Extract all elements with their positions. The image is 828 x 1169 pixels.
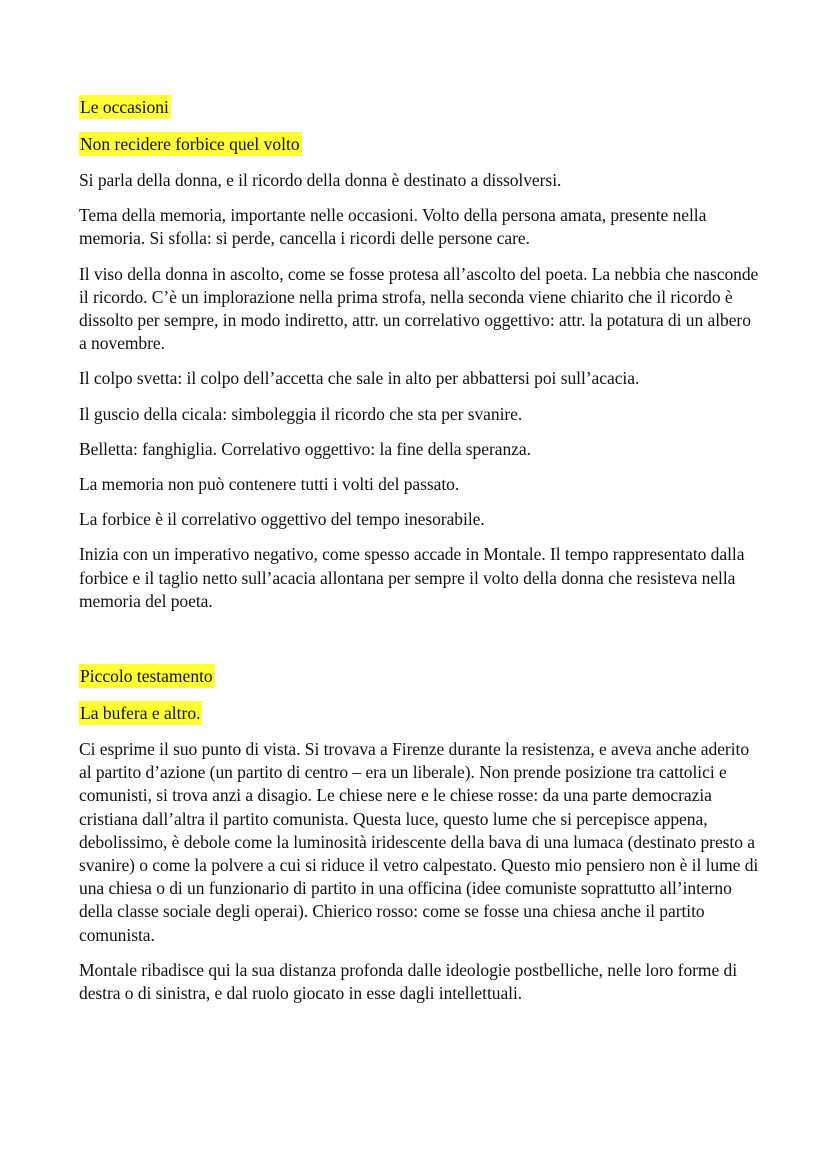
section-subheading: La bufera e altro.	[80, 703, 201, 724]
paragraph: Si parla della donna, e il ricordo della donna è destinato a dissolversi.	[79, 170, 562, 190]
section-spacer	[79, 625, 759, 664]
document-page	[79, 95, 759, 1017]
paragraph: Il guscio della cicala: simboleggia il ricordo che sta per svanire.	[79, 403, 523, 424]
paragraph: Inizia con un imperativo negativo, come spesso accade in Montale. Il tempo rappresentato dalla forbice e il taglio netto sull’acacia allontana per sempre il volto della donna che resisteva nella memoria del poeta.	[79, 544, 745, 611]
section-le-occasioni	[79, 95, 759, 613]
paragraph: Ci esprime il suo punto di vista. Si trovava a Firenze durante la resistenza, e aveva anche aderito al partito d’azione (un partito di centro – era un liberale). Non prende posizione tra cattolici e comunisti, si trova anzi a disagio. Le chiese nere e le chiese rosse: da una parte democrazia cristiana dall’altra il partito comunista. Questa luce, questo lume che si percepisce appena, debolissimo, è debole come la luminosità iridescente della bava di una lumaca (destinato presto a svanire) o come la polvere a cui si riduce il vetro calpestato. Questo mio pensiero non è il lume di una chiesa o di un funzionario di partito in una officina (idee comuniste soprattutto all’interno della classe sociale degli operai). Chierico rosso: come se fosse una chiesa anche il partito comunista.	[79, 739, 759, 945]
section-piccolo-testamento	[79, 664, 759, 1005]
paragraph: Tema della memoria, importante nelle occasioni. Volto della persona amata, presente nella memoria. Si sfolla: si perde, cancella i ricordi delle persone care.	[79, 205, 707, 249]
paragraph: La forbice è il correlativo oggettivo del tempo inesorabile.	[79, 509, 485, 530]
section-heading: Piccolo testamento	[80, 666, 213, 687]
section-subheading: Non recidere forbice quel volto	[80, 134, 300, 154]
section-heading: Le occasioni	[80, 97, 169, 117]
paragraph: La memoria non può contenere tutti i volti del passato.	[79, 474, 460, 495]
paragraph: Il viso della donna in ascolto, come se fosse protesa all’ascolto del poeta. La nebbia che nasconde il ricordo. C’è un implorazione nella prima strofa, nella seconda viene chiarito che il ricordo è dissolto per sempre, in modo indiretto, attr. un correlativo oggettivo: attr. la potatura di un albero a novembre.	[79, 263, 759, 354]
paragraph: Montale ribadisce qui la sua distanza profonda dalle ideologie postbelliche, nelle loro forme di destra o di sinistra, e dal ruolo giocato in esse dagli intellettuali.	[79, 959, 738, 1004]
paragraph: Il colpo svetta: il colpo dell’accetta che sale in alto per abbattersi poi sull’acacia.	[79, 368, 640, 389]
paragraph: Belletta: fanghiglia. Correlativo oggettivo: la fine della speranza.	[79, 438, 531, 459]
